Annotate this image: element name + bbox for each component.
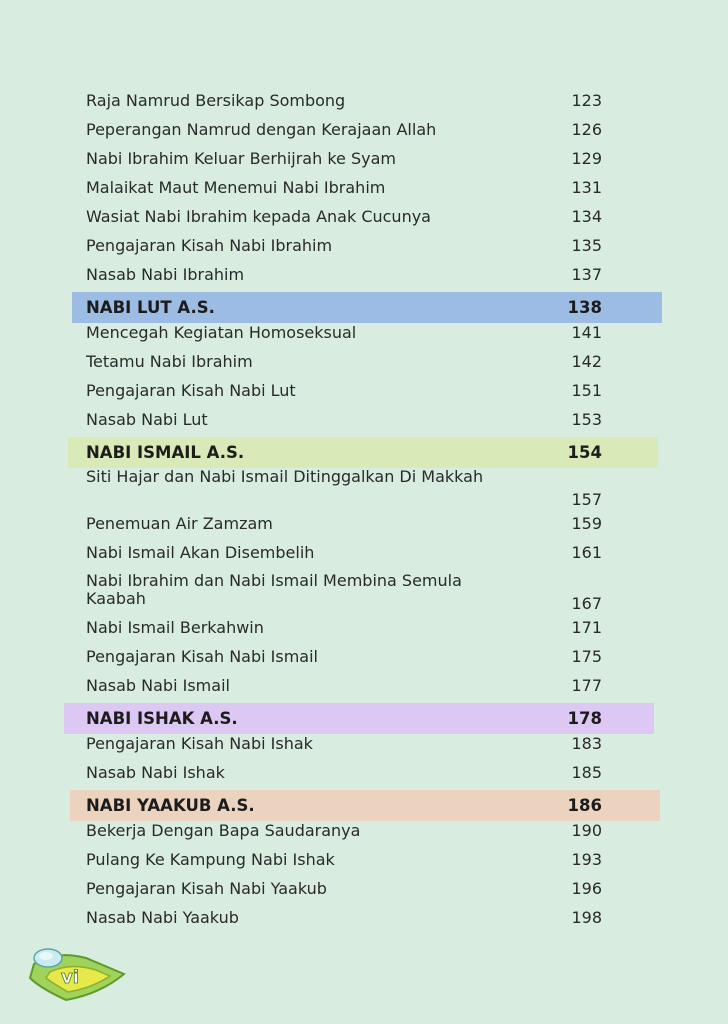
entry-page: 190 [571,821,602,840]
entry-page: 151 [571,381,602,400]
entry-title: Nasab Nabi Ishak [86,763,225,782]
entry-title: Mencegah Kegiatan Homoseksual [86,323,357,342]
entry-page: 167 [571,594,602,613]
toc-entry[interactable] [86,86,602,115]
entry-page: 193 [571,850,602,869]
entry-page: 126 [571,120,602,139]
entry-page: 153 [571,410,602,429]
toc-entry[interactable] [86,466,602,512]
toc-entry[interactable] [86,729,602,758]
section-page: 186 [567,796,602,815]
entry-title: Wasiat Nabi Ibrahim kepada Anak Cucunya [86,207,431,226]
entry-page: 159 [571,514,602,533]
entry-title: Penemuan Air Zamzam [86,514,273,533]
entry-page: 131 [571,178,602,197]
entry-title: Nasab Nabi Ismail [86,676,230,695]
entry-page: 183 [571,734,602,753]
toc-entry[interactable] [86,845,602,874]
entry-title: Nabi Ismail Akan Disembelih [86,543,315,562]
entry-page: 175 [571,647,602,666]
entry-title: Nabi Ismail Berkahwin [86,618,264,637]
section-page: 154 [567,443,602,462]
toc-entry[interactable] [86,231,602,260]
toc-entry[interactable] [86,671,602,700]
entry-title: Nasab Nabi Yaakub [86,908,239,927]
entry-title: Malaikat Maut Menemui Nabi Ibrahim [86,178,386,197]
entry-page: 135 [571,236,602,255]
entry-page: 177 [571,676,602,695]
page-number: vi [61,967,79,988]
toc-entry[interactable] [86,347,602,376]
entry-page: 137 [571,265,602,284]
entry-page: 185 [571,763,602,782]
toc-entry[interactable] [86,758,602,787]
entry-title: Siti Hajar dan Nabi Ismail Ditinggalkan Di Makkah [86,467,484,486]
entry-title: Tetamu Nabi Ibrahim [86,352,253,371]
entry-title: Peperangan Namrud dengan Kerajaan Allah [86,120,437,139]
entry-title: Nabi Ibrahim Keluar Berhijrah ke Syam [86,149,396,168]
toc-entry[interactable] [86,509,602,538]
entry-title: Pengajaran Kisah Nabi Ibrahim [86,236,333,255]
entry-title: Nasab Nabi Lut [86,410,208,429]
section-title: NABI LUT A.S. [86,298,215,317]
toc-entry[interactable] [86,144,602,173]
entry-title: Pengajaran Kisah Nabi Lut [86,381,296,400]
entry-title: Pulang Ke Kampung Nabi Ishak [86,850,335,869]
section-title: NABI YAAKUB A.S. [86,796,255,815]
entry-page: 171 [571,618,602,637]
toc-entry[interactable] [86,903,602,932]
toc-entry[interactable] [86,816,602,845]
entry-title: Nabi Ibrahim dan Nabi Ismail Membina Semula Kaabah [86,571,462,608]
entry-title: Nasab Nabi Ibrahim [86,265,245,284]
entry-page: 134 [571,207,602,226]
entry-page: 123 [571,91,602,110]
toc-entry[interactable] [86,570,602,616]
entry-page: 141 [571,323,602,342]
entry-page: 198 [571,908,602,927]
toc-entry[interactable] [86,202,602,231]
entry-page: 157 [571,490,602,509]
toc-entry[interactable] [86,874,602,903]
entry-page: 142 [571,352,602,371]
toc-entry[interactable] [86,260,602,289]
toc-entry[interactable] [86,538,602,567]
entry-title: Pengajaran Kisah Nabi Ismail [86,647,318,666]
section-header[interactable] [68,437,658,468]
toc-entry[interactable] [86,318,602,347]
section-title: NABI ISHAK A.S. [86,709,238,728]
toc-entry[interactable] [86,115,602,144]
toc-entry[interactable] [86,642,602,671]
entry-page: 196 [571,879,602,898]
toc-entry[interactable] [86,405,602,434]
entry-title: Bekerja Dengan Bapa Saudaranya [86,821,361,840]
section-page: 178 [567,709,602,728]
toc-entry[interactable] [86,173,602,202]
entry-title: Pengajaran Kisah Nabi Ishak [86,734,313,753]
entry-page: 129 [571,149,602,168]
entry-title: Raja Namrud Bersikap Sombong [86,91,346,110]
prayer-mat-icon [26,944,130,1004]
entry-page: 161 [571,543,602,562]
toc-entry[interactable] [86,613,602,642]
toc-entry[interactable] [86,376,602,405]
entry-title: Pengajaran Kisah Nabi Yaakub [86,879,327,898]
section-title: NABI ISMAIL A.S. [86,443,245,462]
section-page: 138 [567,298,602,317]
